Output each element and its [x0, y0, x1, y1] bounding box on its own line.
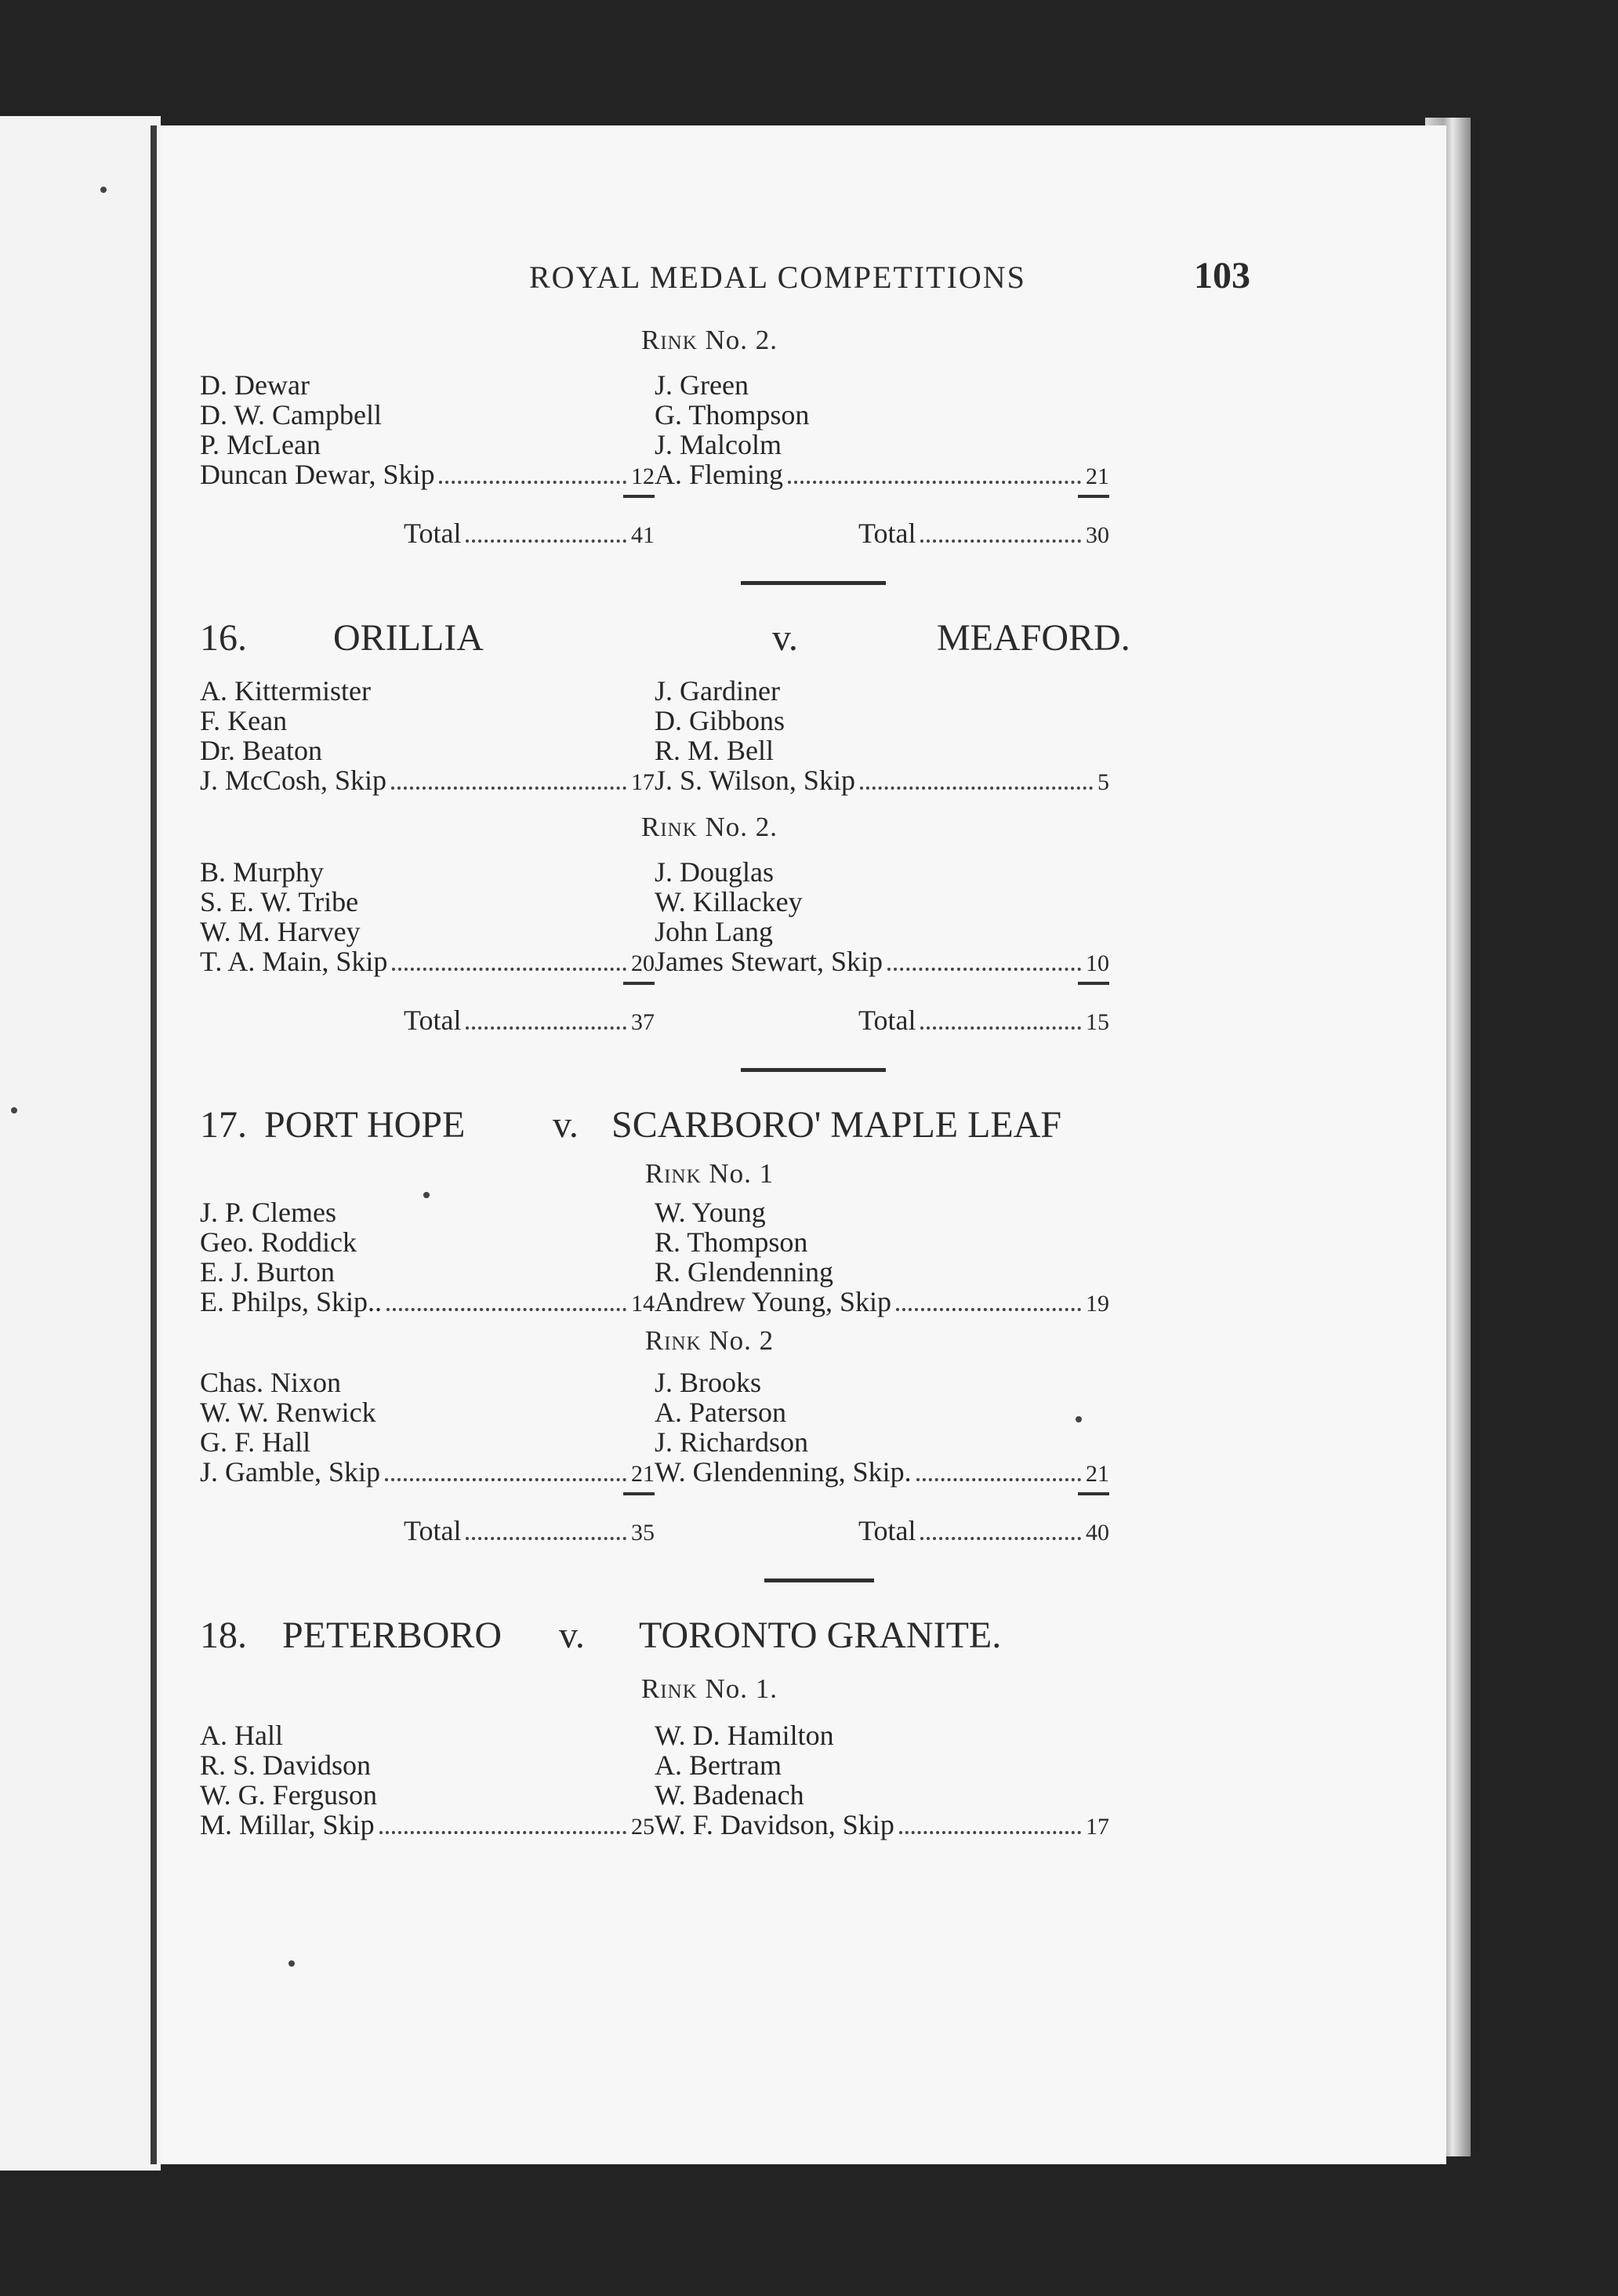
player: J. Malcolm	[655, 429, 782, 460]
skip-name: M. Millar, Skip	[200, 1809, 375, 1840]
skip-name: W. Glendenning, Skip.	[655, 1456, 912, 1488]
away-club: TORONTO GRANITE.	[639, 1615, 1002, 1656]
match-number: 17.	[200, 1104, 247, 1146]
facing-page-edge	[0, 116, 161, 2171]
player: R. Glendenning	[655, 1256, 833, 1288]
away-total: Total 30	[858, 518, 1109, 549]
player: Geo. Roddick	[200, 1226, 357, 1258]
score: 14	[631, 1291, 655, 1317]
skip-name: J. McCosh, Skip	[200, 765, 387, 796]
scan-speck	[1076, 1416, 1082, 1422]
away-rink	[655, 370, 1109, 492]
skip-line	[200, 460, 655, 492]
match-number: 18.	[200, 1615, 247, 1656]
home-club: ORILLIA	[333, 617, 484, 659]
rink-lineup	[200, 1368, 1282, 1489]
match-heading	[200, 1614, 1282, 1669]
score: 21	[1086, 463, 1109, 489]
away-rink	[655, 676, 1109, 797]
score: 20	[631, 950, 655, 976]
away-total: Total 40	[858, 1515, 1109, 1546]
player: R. M. Bell	[655, 735, 775, 766]
player: J. Richardson	[655, 1426, 808, 1458]
rink-label: Rink No. 1	[644, 1158, 775, 1189]
player: E. J. Burton	[200, 1256, 336, 1288]
score: 17	[1086, 1814, 1109, 1840]
book-spine	[151, 125, 157, 2164]
home-total: Total 37	[404, 1004, 655, 1036]
home-club: PORT HOPE	[264, 1104, 466, 1146]
section-divider	[741, 581, 886, 585]
player: P. McLean	[200, 429, 321, 460]
skip-name: J. S. Wilson, Skip	[655, 765, 855, 796]
match-heading	[200, 616, 1282, 671]
player: John Lang	[655, 916, 773, 947]
player: A. Hall	[200, 1720, 283, 1751]
away-rink	[655, 857, 1109, 979]
player: J. Green	[655, 369, 749, 401]
skip-name: W. F. Davidson, Skip	[655, 1809, 894, 1840]
player: J. Brooks	[655, 1367, 762, 1398]
skip-line	[200, 1287, 655, 1319]
away-rink	[655, 1368, 1109, 1489]
score: 21	[631, 1461, 655, 1487]
home-rink	[200, 676, 655, 797]
player: R. Thompson	[655, 1226, 808, 1258]
totals-row	[200, 993, 1282, 1036]
player: D. W. Campbell	[200, 399, 382, 430]
scan-speck	[11, 1107, 17, 1113]
skip-name: James Stewart, Skip	[655, 946, 883, 977]
away-rink	[655, 1720, 1109, 1842]
scan-speck	[100, 187, 107, 193]
player: A. Bertram	[655, 1749, 782, 1781]
skip-line	[655, 460, 1109, 492]
home-rink	[200, 370, 655, 492]
rink-label: Rink No. 2.	[640, 812, 778, 842]
player: J. Douglas	[655, 856, 774, 888]
home-rink	[200, 1197, 655, 1319]
player: J. Gardiner	[655, 675, 780, 707]
skip-line	[655, 765, 1109, 797]
home-total: Total 35	[404, 1515, 655, 1546]
running-head	[200, 255, 1282, 322]
skip-line	[200, 1810, 655, 1842]
skip-line	[655, 1287, 1109, 1319]
skip-line	[200, 1457, 655, 1489]
home-rink	[200, 1720, 655, 1842]
skip-name: E. Philps, Skip..	[200, 1286, 383, 1317]
section-divider	[764, 1578, 874, 1582]
score: 25	[631, 1814, 655, 1840]
rink-lineup	[200, 857, 1282, 979]
rink-lineup	[200, 370, 1282, 492]
player: W. Young	[655, 1197, 766, 1228]
player: Dr. Beaton	[200, 735, 322, 766]
skip-line	[655, 946, 1109, 979]
totals-row	[200, 1503, 1282, 1546]
home-rink	[200, 857, 655, 979]
score: 5	[1097, 769, 1109, 795]
page-content	[200, 133, 1282, 1842]
player: W. M. Harvey	[200, 916, 361, 947]
player: G. Thompson	[655, 399, 810, 430]
player: A. Paterson	[655, 1397, 786, 1428]
page-number: 103	[1194, 255, 1250, 296]
versus: v.	[772, 617, 798, 659]
match-heading	[200, 1103, 1282, 1158]
skip-name: Duncan Dewar, Skip	[200, 459, 435, 490]
score: 17	[631, 769, 655, 795]
player: W. Killackey	[655, 886, 803, 917]
player: S. E. W. Tribe	[200, 886, 359, 917]
section-divider	[741, 1068, 886, 1072]
rink-label: Rink No. 2.	[640, 325, 778, 355]
running-head-title: ROYAL MEDAL COMPETITIONS	[529, 260, 1026, 295]
away-rink	[655, 1197, 1109, 1319]
skip-line	[200, 765, 655, 797]
skip-name: T. A. Main, Skip	[200, 946, 388, 977]
home-rink	[200, 1368, 655, 1489]
player: D. Gibbons	[655, 705, 785, 736]
score: 12	[631, 463, 655, 489]
scan-speck	[288, 1960, 295, 1967]
score: 19	[1086, 1291, 1109, 1317]
away-club: SCARBORO' MAPLE LEAF	[611, 1104, 1062, 1146]
player: W. G. Ferguson	[200, 1779, 378, 1811]
home-total: Total 41	[404, 518, 655, 549]
score: 10	[1086, 950, 1109, 976]
skip-line	[200, 946, 655, 979]
skip-line	[655, 1810, 1109, 1842]
skip-name: A. Fleming	[655, 459, 784, 490]
player: F. Kean	[200, 705, 288, 736]
player: W. W. Renwick	[200, 1397, 376, 1428]
rink-label: Rink No. 2	[644, 1325, 775, 1356]
away-total: Total 15	[858, 1004, 1109, 1036]
totals-row	[200, 506, 1282, 549]
score: 21	[1086, 1461, 1109, 1487]
skip-line	[655, 1457, 1109, 1489]
player: B. Murphy	[200, 856, 325, 888]
player: J. P. Clemes	[200, 1197, 337, 1228]
skip-name: J. Gamble, Skip	[200, 1456, 380, 1488]
player: R. S. Davidson	[200, 1749, 372, 1781]
player: D. Dewar	[200, 369, 310, 401]
player: A. Kittermister	[200, 675, 371, 707]
player: G. F. Hall	[200, 1426, 311, 1458]
skip-name: Andrew Young, Skip	[655, 1286, 892, 1317]
rink-lineup	[200, 1197, 1282, 1319]
rink-lineup	[200, 1720, 1282, 1842]
match-number: 16.	[200, 617, 247, 659]
rink-label: Rink No. 1.	[640, 1673, 778, 1704]
scan-speck	[423, 1192, 430, 1198]
rink-lineup	[200, 676, 1282, 797]
away-club: MEAFORD.	[937, 617, 1130, 659]
player: W. D. Hamilton	[655, 1720, 834, 1751]
player: W. Badenach	[655, 1779, 804, 1811]
versus: v.	[559, 1615, 585, 1656]
player: Chas. Nixon	[200, 1367, 341, 1398]
home-club: PETERBORO	[282, 1615, 502, 1656]
versus: v.	[553, 1104, 579, 1146]
